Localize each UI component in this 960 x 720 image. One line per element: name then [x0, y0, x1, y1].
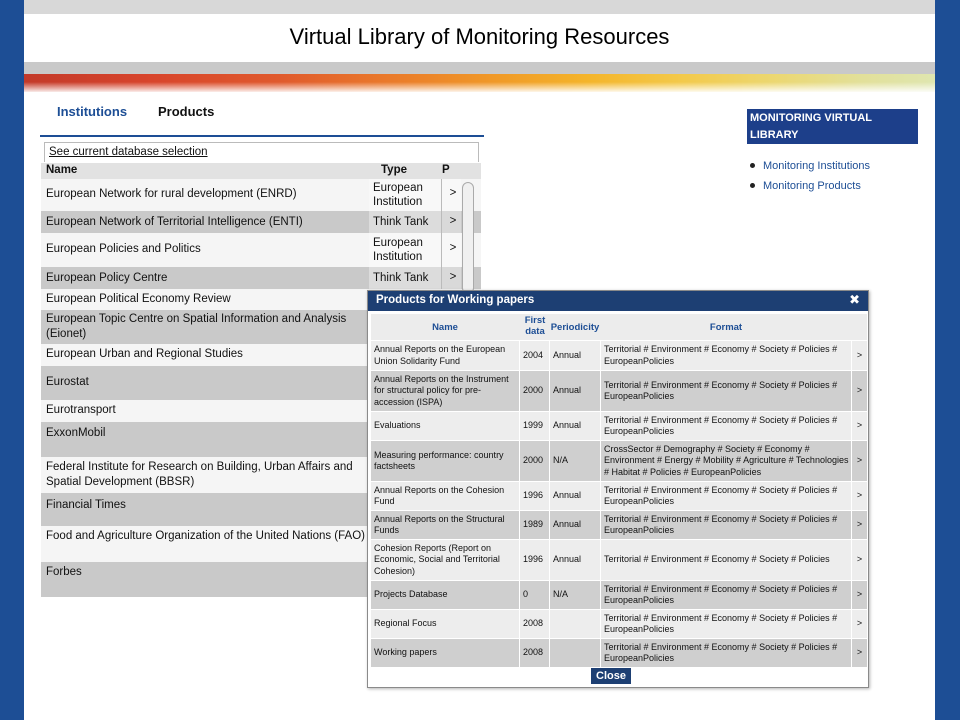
row-name: Eurostat [46, 376, 89, 388]
row-arrow[interactable]: > [852, 540, 867, 580]
header-p: P [442, 164, 450, 176]
row-type: European Institution [373, 182, 423, 208]
nav-item-products[interactable]: Monitoring Products [750, 180, 861, 192]
row-type: European Institution [373, 237, 423, 263]
cell-first-data: 1996 [520, 482, 549, 510]
cell-periodicity: Annual [550, 540, 600, 580]
cell-format: Territorial # Environment # Economy # Society # Policies # EuropeanPolicies [601, 511, 851, 539]
cell-periodicity: Annual [550, 511, 600, 539]
see-selection-link[interactable]: See current database selection [49, 146, 208, 158]
cell-name: Annual Reports on the Instrument for structural policy for pre-accession (ISPA) [371, 371, 519, 411]
top-strip [24, 0, 935, 14]
row-arrow[interactable]: > [852, 511, 867, 539]
products-dialog [367, 290, 869, 688]
selection-bar [44, 142, 479, 162]
table-row[interactable] [41, 267, 481, 289]
cell-first-data: 0 [520, 581, 549, 609]
cell-format: Territorial # Environment # Economy # Society # Policies # EuropeanPolicies [601, 581, 851, 609]
cell-name: Regional Focus [371, 610, 519, 638]
cell-periodicity: Annual [550, 482, 600, 510]
row-name: Federal Institute for Research on Building, Urban Affairs and Spatial Development (BBSR) [46, 461, 353, 488]
row-arrow[interactable]: > [449, 187, 457, 199]
cell-name: Cohesion Reports (Report on Economic, Social and Territorial Cohesion) [371, 540, 519, 580]
cell-periodicity [550, 610, 600, 638]
header-format: Format [709, 322, 743, 333]
row-name: European Policies and Politics [46, 243, 201, 255]
cell-format: Territorial # Environment # Economy # Society # Policies # EuropeanPolicies [601, 341, 851, 370]
virtual-library-box: MONITORING VIRTUAL LIBRARY [747, 109, 918, 144]
row-arrow[interactable]: > [852, 639, 867, 667]
row-name: Food and Agriculture Organization of the United Nations (FAO) [46, 530, 365, 542]
cell-periodicity: Annual [550, 341, 600, 370]
cell-format: Territorial # Environment # Economy # Society # Policies # EuropeanPolicies [601, 639, 851, 667]
table-header [371, 314, 867, 340]
row-arrow[interactable]: > [449, 215, 457, 227]
table-row[interactable] [371, 610, 867, 638]
row-name: Forbes [46, 566, 82, 578]
cell-first-data: 1989 [520, 511, 549, 539]
table-row[interactable] [371, 639, 867, 667]
row-arrow[interactable]: > [449, 242, 457, 254]
row-name: Financial Times [46, 499, 126, 511]
row-arrow[interactable]: > [852, 581, 867, 609]
row-name: European Network of Territorial Intelligence (ENTI) [46, 216, 303, 228]
cell-periodicity: Annual [550, 371, 600, 411]
header-type: Type [381, 164, 407, 176]
slide-border-right [935, 0, 960, 720]
tab-underline [40, 135, 484, 137]
dialog-header [368, 291, 868, 311]
row-name: European Policy Centre [46, 272, 168, 284]
cell-periodicity: N/A [550, 441, 600, 481]
bullet-icon [750, 183, 755, 188]
cell-name: Evaluations [371, 412, 519, 440]
row-arrow[interactable]: > [852, 371, 867, 411]
cell-format: Territorial # Environment # Economy # Society # Policies # EuropeanPolicies [601, 610, 851, 638]
header-first-data: First data [524, 315, 546, 337]
row-arrow[interactable]: > [852, 610, 867, 638]
table-row[interactable] [41, 179, 481, 211]
cell-first-data: 1996 [520, 540, 549, 580]
row-arrow[interactable]: > [852, 341, 867, 370]
header-name: Name [46, 164, 78, 176]
table-row[interactable] [41, 233, 481, 267]
cell-name: Measuring performance: country factsheets [371, 441, 519, 481]
row-arrow[interactable]: > [852, 441, 867, 481]
slide-border-left [0, 0, 24, 720]
cell-format: Territorial # Environment # Economy # Society # Policies # EuropeanPolicies [601, 482, 851, 510]
cell-periodicity [550, 639, 600, 667]
cell-first-data: 2008 [520, 639, 549, 667]
header-banner [24, 62, 935, 92]
cell-format: Territorial # Environment # Economy # Society # Policies # EuropeanPolicies [601, 412, 851, 440]
row-arrow[interactable]: > [449, 271, 457, 283]
table-row[interactable] [371, 371, 867, 411]
cell-first-data: 2000 [520, 441, 549, 481]
cell-first-data: 2000 [520, 371, 549, 411]
table-row[interactable] [371, 581, 867, 609]
tab-institutions[interactable]: Institutions [57, 104, 128, 119]
table-header [41, 163, 481, 179]
cell-name: Working papers [371, 639, 519, 667]
row-type: Think Tank [373, 216, 429, 228]
table-row[interactable] [371, 482, 867, 510]
table-scrollbar[interactable] [462, 182, 474, 294]
row-name: European Topic Centre on Spatial Information and Analysis (Eionet) [46, 313, 347, 340]
table-row[interactable] [371, 511, 867, 539]
cell-first-data: 2008 [520, 610, 549, 638]
row-name: European Urban and Regional Studies [46, 348, 243, 360]
slide-title: Virtual Library of Monitoring Resources [289, 24, 670, 49]
table-row[interactable] [371, 441, 867, 481]
cell-format: Territorial # Environment # Economy # Society # Policies # EuropeanPolicies [601, 371, 851, 411]
nav-item-institutions[interactable]: Monitoring Institutions [750, 160, 870, 172]
row-arrow[interactable]: > [852, 482, 867, 510]
close-icon[interactable]: ✖ [849, 292, 860, 307]
cell-first-data: 2004 [520, 341, 549, 370]
cell-first-data: 1999 [520, 412, 549, 440]
row-name: European Network for rural development (ENRD) [46, 188, 297, 200]
cell-periodicity: N/A [550, 581, 600, 609]
row-name: ExxonMobil [46, 427, 106, 439]
cell-format: CrossSector # Demography # Society # Economy # Environment # Energy # Mobility # Agriculture # Technologies # Habitat # Policies # EuropeanPolicies [601, 441, 851, 481]
table-row[interactable] [371, 540, 867, 580]
cell-name: Projects Database [371, 581, 519, 609]
dialog-title: Products for Working papers [376, 294, 535, 306]
header-name: Name [432, 322, 458, 333]
cell-format: Territorial # Environment # Economy # Society # Policies [601, 540, 851, 580]
products-table [371, 314, 867, 667]
cell-name: Annual Reports on the Structural Funds [371, 511, 519, 539]
table-row[interactable] [371, 341, 867, 370]
close-button[interactable]: Close [591, 668, 631, 684]
bullet-icon [750, 163, 755, 168]
cell-name: Annual Reports on the Cohesion Fund [371, 482, 519, 510]
header-periodicity: Periodicity [550, 322, 600, 333]
row-arrow[interactable]: > [852, 412, 867, 440]
table-row[interactable] [41, 211, 481, 233]
cell-name: Annual Reports on the European Union Solidarity Fund [371, 341, 519, 370]
cell-periodicity: Annual [550, 412, 600, 440]
row-name: European Political Economy Review [46, 293, 231, 305]
table-row[interactable] [371, 412, 867, 440]
row-type: Think Tank [373, 272, 429, 284]
row-name: Eurotransport [46, 404, 116, 416]
tab-products[interactable]: Products [158, 104, 215, 119]
